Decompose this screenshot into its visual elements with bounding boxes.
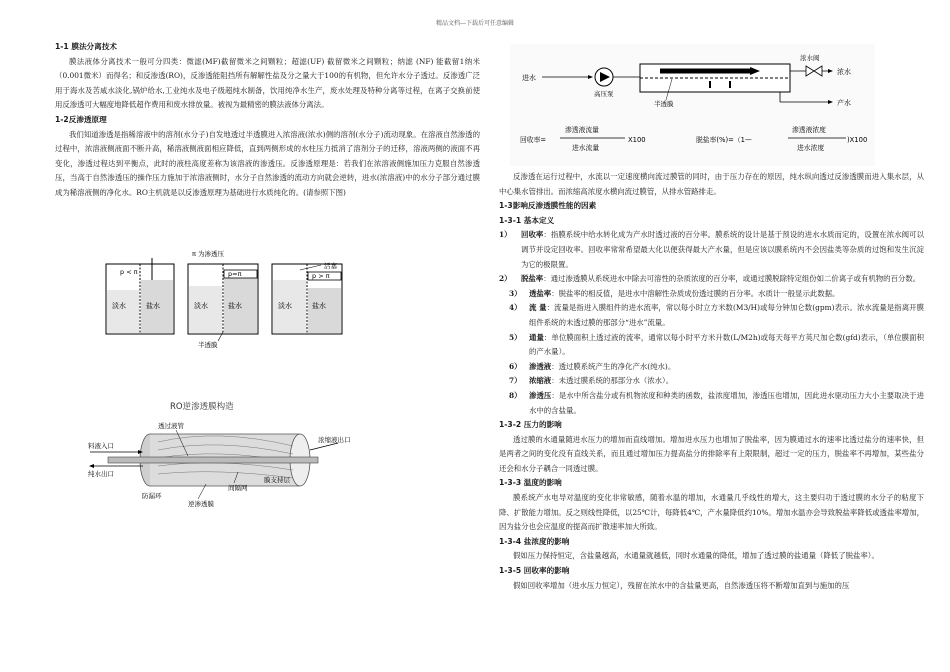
definition-flux: 5） 通量：单位膜面积上透过液的流率，通常以每小时平方米升数(L/M2h)或每天每平方英尺加仑数(gfd)表示，（单位膜面积的产水量）。 (509, 332, 924, 357)
term-flow-rate: 流 量 (529, 303, 547, 313)
left-column (55, 40, 480, 201)
feed-inlet-label: 料液入口 (88, 442, 114, 450)
concentrate-label: 浓水 (837, 68, 851, 76)
paragraph-ro-principle: 我们知道渗透是指稀溶液中的溶剂(水分子)自发地透过半透膜进入浓溶液(浓水)侧的溶剂(水分子)流动现象。在溶液自然渗透的过程中，浓溶液侧液面不断升高，稀溶液侧液面相应降低，直到两侧形成的水柱压力抵消了溶剂分子的迁移，溶液两侧的液面不再变化，渗透过程达到平衡点，此时的液柱高度差称为该溶液的渗透压。反渗透原理是：若我们在浓溶液侧施加压力克服自然渗透压，当高于自然渗透压的操作压力施加于浓溶液侧时，水分子自然渗透的流动方向就会逆转，进水(浓溶液)中的水分子部分通过膜成为稀溶液侧的净化水。RO主机就是以反渗透原理为基础进行水质纯化的。(请参照下图) (55, 129, 480, 197)
section-heading-1-3-3: 1-3-3 温度的影响 (499, 478, 562, 488)
right-column (499, 170, 924, 593)
paragraph-salt-concentration-effect: 假如压力保持恒定，含盐量越高，水通量就越低，同时水通量的降低，增加了透过膜的盐通量（降低了脱盐率）。 (513, 551, 879, 561)
recovery-formula-label: 回收率= (520, 136, 547, 144)
term-salt-passage: 透盐率 (529, 288, 552, 298)
piston-label: 活塞 (324, 262, 337, 270)
container-p-less-pi (106, 258, 174, 334)
recovery-multiplier: X100 (628, 136, 646, 144)
salt-water-label-3: 盐水 (312, 302, 326, 310)
definition-concentrate: 7） 浓缩液：未透过膜系统的那部分水（浓水）。 (509, 376, 674, 386)
recovery-denominator: 进水流量 (572, 144, 600, 152)
definition-salt-passage: 3） 透盐率：脱盐率的相反值，是进水中溶解性杂质成份透过膜的百分率。水质计一般显示此数据。 (509, 288, 840, 298)
spacer-label: 间隔网 (228, 484, 248, 492)
ro-structure-title: RO逆渗透膜构造 (170, 402, 234, 412)
pressure-label-2: p=π (228, 270, 242, 278)
pressure-label-1: p < π (120, 268, 138, 276)
page-header: 精品文档---下载后可任意编辑 (435, 20, 515, 27)
container-p-greater-pi (272, 264, 342, 334)
section-heading-1-3-1: 1-3-1 基本定义 (499, 215, 555, 225)
paragraph-membrane-separation: 膜法液体分离技术一般可分四类：微滤(MF)截留微米之间颗粒；超滤(UF) 截留微米之间颗粒；纳滤 (NF) 能截留1纳米（0.001微米）而得名；和反渗透(RO)，反渗透能阻挡所有解解性盐及分之量大于100的有机物，但允许水分子透过。反渗透广泛用于海水及苦咸水淡化,锅炉给水,工业纯水及电子级超纯水制备，饮用纯净水生产，废水处理及特种分离等过程，在离子交换前使用反渗透可大幅度地降低超作费用和废水排放量。被视为最精密的膜法液体分离法。 (55, 56, 480, 110)
term-permeate: 渗透液 (529, 361, 552, 371)
osmotic-pressure-note: π 为渗透压 (192, 250, 224, 258)
section-heading-1-3: 1-3影响反渗透膜性能的因素 (499, 201, 597, 211)
high-pressure-pump-label: 高压泵 (594, 90, 614, 98)
fresh-water-label-1: 淡水 (112, 302, 126, 310)
section-heading-1-1: 1-1 膜法分离技术 (55, 42, 117, 51)
ro-flow-diagram (510, 44, 875, 166)
definition-recovery: 1） 回收率：指膜系统中给水转化成为产水时透过液的百分率。膜系统的设计是基于预设的进水水质而定的，设置在浓水阀可以调节并设定回收率。回收率常常希望最大化以便获得最大产水量，但是应该以膜系统内不会因盐类等杂质的过饱和发生沉淀为它的极限置。 (499, 230, 924, 269)
term-salt-rejection: 脱盐率 (521, 274, 544, 284)
salt-water-label-1: 盐水 (146, 302, 160, 310)
fresh-water-label-2: 淡水 (194, 302, 208, 310)
semipermeable-membrane-label: 半透膜 (654, 100, 674, 108)
concentrate-outlet-label: 浓缩液出口 (318, 436, 351, 444)
section-heading-1-2: 1-2反渗透原理 (55, 114, 107, 124)
recovery-numerator: 渗透液流量 (565, 126, 599, 134)
paragraph-pressure-effect: 透过膜的水通量随进水压力的增加而直线增加。增加进水压力也增加了脱盐率，因为膜通过水的速率比透过盐分的速率快，但是两者之间的变化没有直线关系，而且通过增加压力提高盐分的排除率有上限限制，超过一定的压力，脱盐率不再增加，某些盐分还会和水分子耦合一同透过膜。 (499, 434, 924, 473)
feed-water-label: 进水 (522, 74, 536, 82)
section-heading-1-3-5: 1-3-5 回收率的影响 (499, 566, 570, 576)
term-recovery: 回收率 (521, 230, 544, 240)
paragraph-ro-operation: 反渗透在运行过程中，水流以一定速度横向流过膜管的同时，由于压力存在的原因，纯水纵向透过反渗透膜而进入集水层，从中心集水管排出。而浓缩高浓度水横向流过膜管，从排水管路排走。 (499, 172, 924, 196)
rejection-numerator: 渗透液浓度 (792, 126, 826, 134)
ro-membrane-structure-diagram (88, 398, 378, 510)
pressure-label-3: p > π (312, 272, 330, 280)
term-osmotic-pressure: 渗透压 (529, 390, 552, 400)
salt-water-label-2: 盐水 (228, 302, 242, 310)
rejection-formula-label: 脱盐率(%)=（1— (696, 136, 752, 144)
rejection-multiplier: )X100 (847, 136, 868, 144)
concentrate-valve-label: 浓水阀 (800, 54, 820, 62)
section-heading-1-3-4: 1-3-4 盐浓度的影响 (499, 536, 570, 546)
definition-permeate: 6） 渗透液：透过膜系统产生的净化产水(纯水)。 (509, 361, 676, 371)
ro-membrane-label: 逆渗透膜 (188, 500, 214, 508)
container-p-equal-pi (188, 264, 258, 334)
paragraph-temperature-effect: 膜系统产水电导对温度的变化非常敏感，随着水温的增加，水通量几乎线性的增大，这主要归功于透过膜的水分子的粘度下降、扩散能力增加。反之则线性降低，以25℃计，每降低4℃，产水量降低约10%。增加水温亦会导致脱盐率降低或透盐率增加，因为盐分也会应温度的提高而扩散速率加大所致。 (499, 493, 924, 532)
membrane-label: 半透膜 (198, 341, 218, 349)
term-flux: 通量 (529, 332, 544, 342)
pure-water-outlet-label: 纯水出口 (88, 470, 114, 478)
rejection-denominator: 进水浓度 (797, 144, 825, 152)
permeate-tube-label: 透过液管 (158, 422, 184, 430)
membrane-support-label: 膜支持层 (264, 476, 290, 484)
definition-flow-rate: 4） 流 量：流量是指进入膜组件的进水流率，常以每小时立方米数(M3/H)或每分钟加仑数(gpm)表示。浓水流量是指离开膜组件系统的未透过膜的那部分“进水”流量。 (509, 303, 924, 327)
anti-telescope-ring-label: 防漏环 (142, 492, 162, 500)
fresh-water-label-3: 淡水 (278, 302, 292, 310)
osmosis-diagram (100, 244, 380, 352)
paragraph-recovery-effect: 假如回收率增加（进水压力恒定），残留在浓水中的含盐量更高，自然渗透压将不断增加直到与施加的压 (513, 580, 850, 590)
definition-salt-rejection: 2） 脱盐率：通过渗透膜从系统进水中除去可溶性的杂质浓度的百分率，或通过膜脱除特定组份如二价离子或有机物的百分数。 (499, 274, 921, 284)
definition-osmotic-pressure: 8） 渗透压：是水中所含盐分或有机物浓度和种类的函数，盐浓度增加，渗透压也增加，因此进水驱动压力大小主要取决于进水中的含盐量。 (509, 390, 924, 415)
term-concentrate: 浓缩液 (529, 376, 552, 386)
product-water-label: 产水 (837, 99, 851, 107)
section-heading-1-3-2: 1-3-2 压力的影响 (499, 420, 562, 430)
